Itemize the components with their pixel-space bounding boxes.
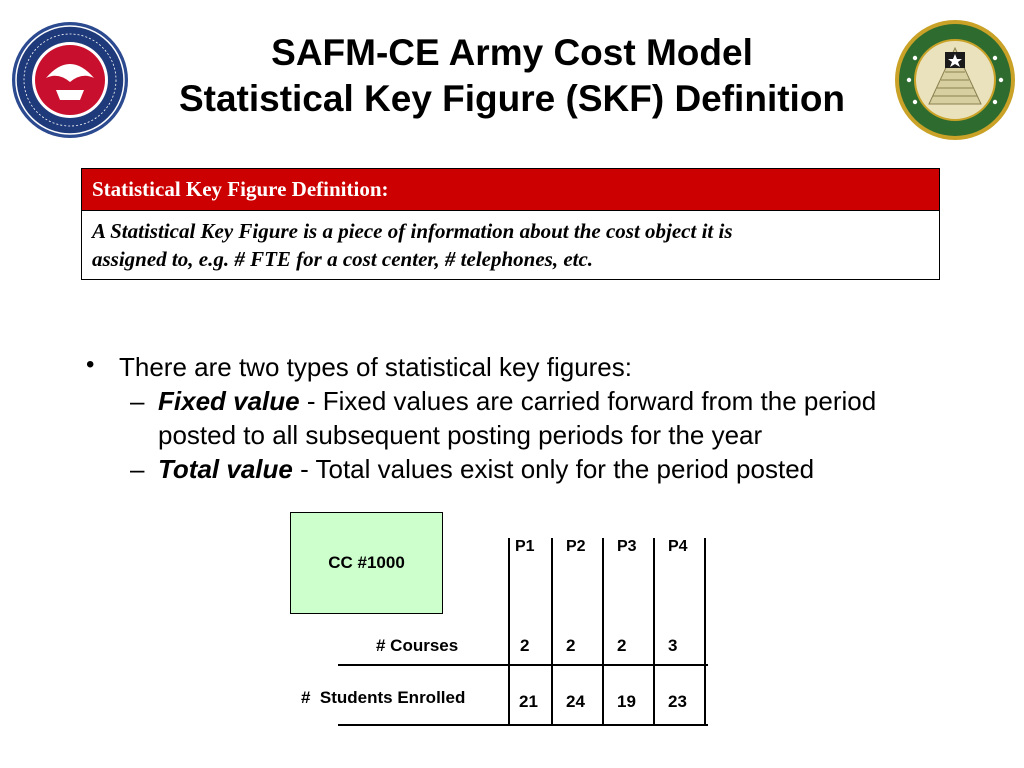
row-label-students-enrolled: # Students Enrolled [301,688,466,707]
fixed-value-text-continued: posted to all subsequent posting periods for the year [158,420,763,450]
column-divider [508,538,510,725]
assistant-secretary-army-seal-icon [10,20,130,140]
fixed-value-term: Fixed value [158,386,300,416]
sub-bullet-fixed-value [86,384,986,452]
students-p4-value: 23 [668,692,687,711]
courses-p1-value: 2 [520,636,530,655]
students-p3-value: 19 [617,692,636,711]
column-divider [653,538,655,725]
column-divider [551,538,553,725]
cost-center-box: CC #1000 [290,512,443,614]
period-header-p2: P2 [566,538,586,555]
bullet-dot-icon: • [86,351,95,378]
sub-bullet-total-value [86,452,986,486]
total-value-term: Total value [158,454,293,484]
definition-box [81,168,940,280]
dash-icon: – [130,386,145,416]
period-header-p3: P3 [617,538,637,555]
column-divider [602,538,604,725]
definition-body [82,211,939,273]
row-label-courses: # Courses [376,636,459,655]
row-divider [338,664,708,666]
period-header-p1: P1 [515,538,535,555]
definition-body-line-1: A Statistical Key Figure is a piece of information about the cost object it is [92,219,733,243]
title-line-2: Statistical Key Figure (SKF) Definition [178,78,846,119]
bullet-intro-text: There are two types of statistical key figures: [119,352,632,382]
column-divider [704,538,706,725]
courses-p4-value: 3 [668,636,678,655]
students-p1-value: 21 [519,692,538,711]
army-financial-management-seal-icon [893,18,1017,142]
row-divider [338,724,708,726]
definition-header: Statistical Key Figure Definition: [82,169,939,211]
fixed-value-text: - Fixed values are carried forward from the period [299,386,877,416]
courses-p3-value: 2 [617,636,627,655]
students-p2-value: 24 [566,692,585,711]
bullet-list [86,350,986,486]
courses-p2-value: 2 [566,636,576,655]
slide-title [130,30,894,122]
definition-body-line-2: assigned to, e.g. # FTE for a cost center, # telephones, etc. [92,247,594,271]
bullet-intro [86,350,986,384]
title-line-1: SAFM-CE Army Cost Model [271,32,753,73]
dash-icon: – [130,454,145,484]
period-header-p4: P4 [668,538,688,555]
total-value-text: - Total values exist only for the period posted [292,454,815,484]
